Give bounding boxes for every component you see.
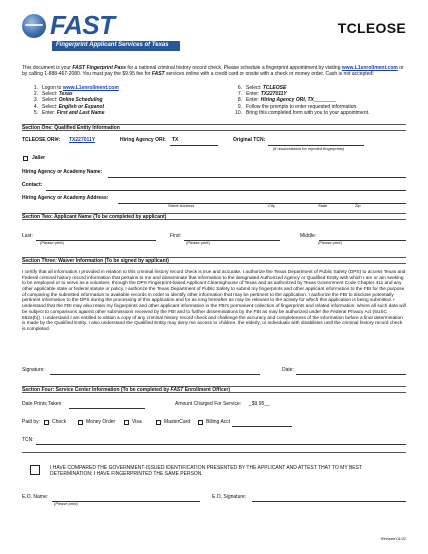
step-prefix: Select:	[42, 91, 59, 98]
first-name-label: First:	[170, 233, 182, 239]
section-three-heading: Section Three: Waiver Information (To be signed by applicant)	[22, 257, 406, 264]
section-one-heading: Section One: Qualified Entity Information	[22, 124, 406, 131]
divider	[22, 452, 406, 453]
section-four-heading: Section Four: Service Center Information (To be completed by FAST Enrollment Officer)	[22, 386, 406, 393]
zip-caption: Zip	[355, 203, 361, 208]
last-name-print-note: (Please print)	[40, 240, 64, 245]
date-prints-label: Date Prints Taken	[22, 401, 62, 407]
tcn-field[interactable]	[36, 444, 406, 445]
logo-wordmark: FAST	[50, 10, 115, 40]
payment-billing-acct-checkbox[interactable]	[198, 420, 203, 425]
hiring-ori-field[interactable]	[170, 145, 218, 146]
step-link[interactable]: www.L1enrollment.com	[62, 85, 119, 91]
attest-checkbox[interactable]	[30, 465, 40, 475]
tcn-label: TCN:	[22, 437, 34, 443]
step-value: TX227011Y	[260, 91, 287, 98]
step-number: 4.	[33, 103, 38, 110]
street-caption: Street Address	[168, 203, 195, 208]
payment-option-label: Check	[52, 419, 67, 425]
payment-money-order-checkbox[interactable]	[78, 420, 83, 425]
step-value: TCLEOSE	[262, 85, 287, 91]
billing-account-field[interactable]	[232, 426, 292, 427]
eo-name-label: E.O. Name:	[22, 494, 49, 500]
step-value: Online Scheduling	[58, 97, 103, 104]
city-caption: City	[268, 203, 275, 208]
academy-name-field[interactable]	[108, 177, 406, 178]
step-blank: ________	[313, 97, 337, 104]
academy-address-field[interactable]	[118, 203, 406, 204]
signature-label: Signature:	[22, 367, 45, 373]
step-number: 5.	[33, 109, 38, 116]
contact-label: Contact:	[22, 182, 43, 188]
state-caption: State	[318, 203, 328, 208]
step-number: 7.	[237, 91, 242, 98]
step-value: Texas	[58, 91, 73, 98]
payment-option-label: Visa	[132, 419, 142, 425]
amount-charged-value: _$9.95__	[249, 401, 270, 407]
step-number: 6.	[237, 85, 242, 91]
step-number: 1.	[33, 85, 38, 91]
step-prefix: Logon to	[42, 85, 63, 91]
step-value: Hiring Agency ORI, TX	[260, 97, 314, 104]
middle-name-print-note: (Please print)	[318, 240, 342, 245]
step-item	[234, 111, 409, 117]
tcn-resubmission-note: (if resubmission for rejected fingerprints)	[273, 146, 345, 151]
step-value: English or Espanol	[58, 103, 104, 110]
payment-visa-checkbox[interactable]	[124, 420, 129, 425]
step-prefix: Enter:	[42, 109, 57, 116]
date-label: Date:	[282, 367, 294, 373]
step-number: 8.	[237, 97, 242, 104]
step-number: 3.	[33, 97, 38, 104]
logo-subtitle: Fingerprint Applicant Services of Texas	[52, 41, 180, 51]
intro-paragraph: This document is your FAST Fingerprint Pass for a national criminal history record check. Please schedule a fingerprint appointment by visiting www.L1enrollment.com or by calling 1-888-467-2080. You must pay the $9.95 fee for FAST services online with a credit card or onsite with a check or money order. Cash is not accepted!	[22, 65, 404, 77]
payment-mastercard-checkbox[interactable]	[156, 420, 161, 425]
payment-option-label: Money Order	[86, 419, 116, 425]
waiver-text: I certify that all information I provided in relation to this criminal history record check is true and accurate. I authorize the Texas Department of Public Safety (DPS) to access Texas and Federal criminal history record information that pertains to me and disseminate that information to the designated Authorized Agency or Qualified Entity with which I am or am seeking to be employed or to serve as a volunteer, through the DPS Fingerprint-based Applicant Clearinghouse of Texas and as authorized by Texas Government Code Chapter 411 and any other applicable state or federal statute or policy. I authorize the Texas Department of Public Safety to submit my fingerprints and other applicant information to the FBI for the purpose of comparing the submitted information to available records in order to identify other information that may be pertinent to the application. I authorize the FBI to disclose potentially pertinent information to the DPS during the processing of this application and for as long hereafter as may be relevant to the activity for which this application is being submitted. I understand that the FBI may also retain my fingerprints and other applicant information in the FBI's permanent collection of fingerprints and related information, where all such data will be subject to comparisons against other submissions received by the FBI and to further disseminations by the FBI as may be authorized under the Federal Privacy Act (5USC 552a(b)). I understand I am entitled to obtain a copy of any criminal history record check and challenge the accuracy and completeness of the information before a final determination is made by the Qualified Entity. I also understand the Qualified Entity may deny me access to children, the elderly, or individuals with disabilities until the criminal history record check is completed.	[22, 270, 406, 332]
step-prefix: Enter:	[246, 97, 261, 104]
step-prefix: Follow the prompts to enter requested information.	[246, 103, 358, 110]
step-number: 2.	[33, 91, 38, 98]
academy-address-label: Hiring Agency or Academy Address:	[22, 195, 109, 201]
hiring-ori-label: Hiring Agency ORI:	[120, 137, 166, 143]
step-number: 9.	[237, 103, 242, 110]
date-field[interactable]	[296, 374, 406, 375]
form-title: TCLEOSE	[337, 20, 406, 36]
eo-signature-field[interactable]	[252, 501, 406, 502]
date-prints-field[interactable]	[69, 408, 145, 409]
tcleose-ori-value: TX227011Y	[69, 137, 96, 143]
first-name-print-note: (Please print)	[186, 240, 210, 245]
jailer-checkbox[interactable]	[23, 156, 28, 161]
original-tcn-label: Original TCN:	[233, 137, 266, 143]
last-name-label: Last:	[22, 233, 33, 239]
globe-icon	[22, 14, 46, 38]
step-prefix: Select:	[42, 103, 59, 110]
eo-name-print-note: (Please print)	[54, 501, 78, 506]
revision-date: Revised 01/11	[380, 536, 406, 542]
hiring-ori-value: TX	[172, 137, 179, 143]
step-number: 10.	[235, 109, 242, 116]
tcleose-ori-label: TCLEOSE ORI#:	[22, 137, 61, 143]
contact-field[interactable]	[46, 190, 406, 191]
paid-by-label: Paid by:	[22, 419, 41, 425]
payment-option-label: Billing Acct	[206, 419, 231, 425]
eo-signature-label: E.O. Signature:	[212, 494, 247, 500]
enrollment-link[interactable]: www.L1enrollment.com	[341, 65, 398, 71]
step-prefix: Bring this completed form with you to your appointment.	[246, 109, 370, 116]
section-two-heading: Section Two: Applicant Name (To be completed by applicant)	[22, 213, 406, 220]
middle-name-label: Middle:	[300, 233, 317, 239]
certification-text: I HAVE COMPARED THE GOVERNMENT-ISSUED IDENTIFICATION PRESENTED BY THE APPLICANT AND ATTEST THAT TO MY BEST DETERMINATION; I HAVE FINGERPRINTED THE SAME PERSON.	[50, 465, 362, 478]
step-prefix: Select:	[42, 97, 59, 104]
jailer-label: Jailer	[32, 155, 46, 161]
step-prefix: Select:	[246, 85, 263, 91]
step-value: First and Last Name	[56, 109, 105, 116]
step-prefix: Enter:	[246, 91, 261, 98]
amount-charged-label: Amount Charged For Service:	[175, 401, 242, 407]
payment-option-label: MasterCard	[164, 419, 191, 425]
payment-check-checkbox[interactable]	[44, 420, 49, 425]
step-item	[30, 111, 215, 117]
fast-logo	[22, 10, 192, 54]
signature-field[interactable]	[50, 374, 260, 375]
academy-name-label: Hiring Agency or Academy Name:	[22, 169, 103, 175]
step-text	[42, 111, 215, 117]
step-text	[246, 111, 409, 117]
